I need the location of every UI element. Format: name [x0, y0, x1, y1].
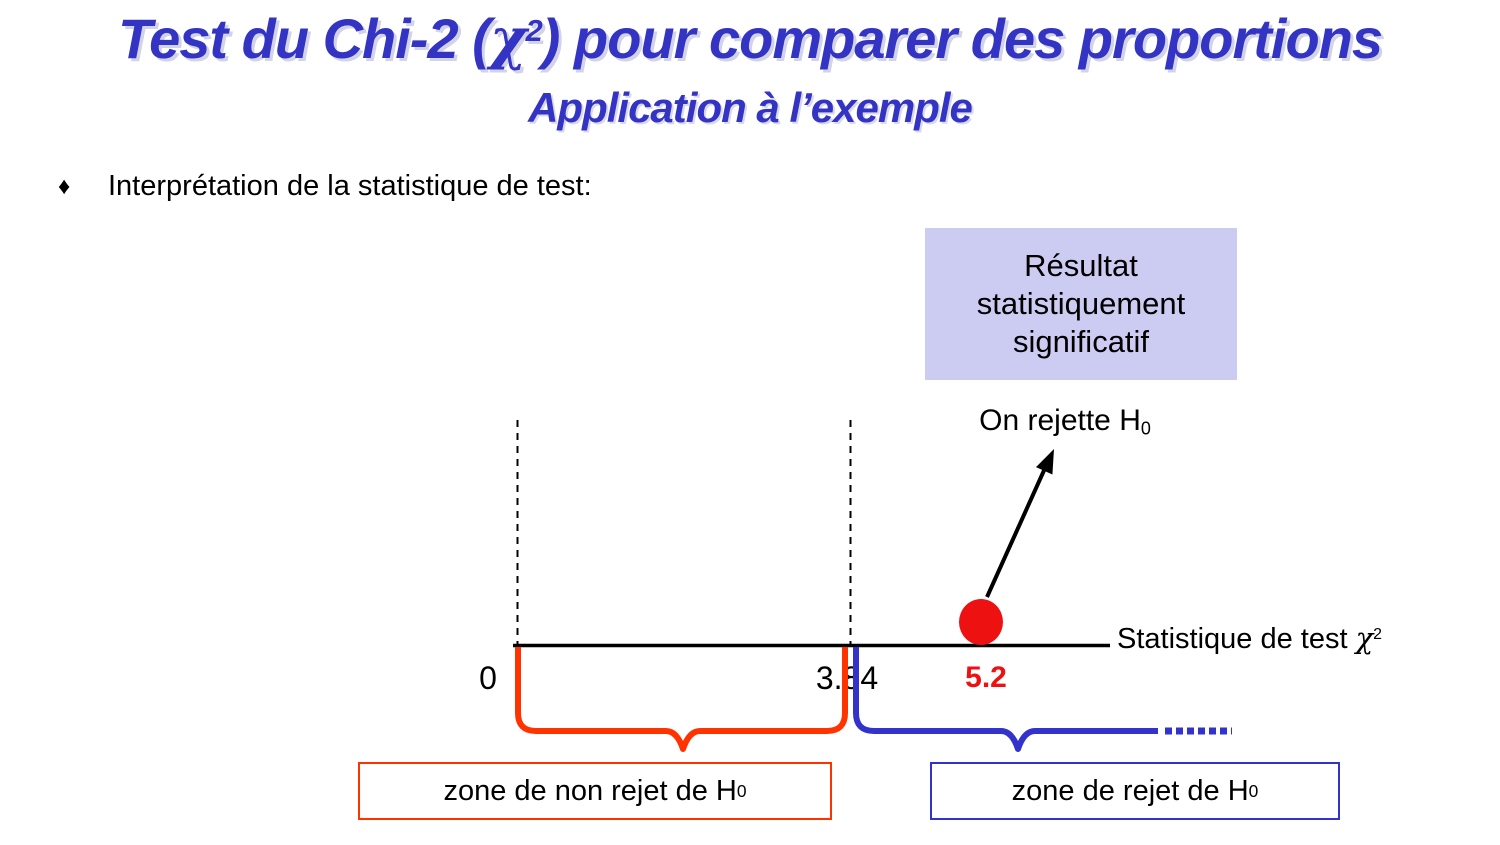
non-rejection-brace — [518, 647, 845, 749]
axis-label-exponent: 2 — [1373, 626, 1383, 644]
zone-rejet-box — [930, 762, 1340, 820]
observed-value-dot — [959, 599, 1003, 645]
title-prefix: Test du Chi-2 ( — [118, 7, 490, 70]
page-subtitle: Application à l’exemple — [528, 84, 972, 131]
axis-label — [1117, 621, 1382, 656]
arrow-shaft — [987, 466, 1046, 597]
page-title — [0, 8, 1500, 71]
zone-non-rejet-box — [358, 762, 832, 820]
title-suffix: ) pour comparer des proportions — [541, 7, 1382, 70]
zone-rejet-sub: 0 — [1248, 780, 1259, 801]
observed-value-label: 5.2 — [965, 661, 1007, 694]
axis-label-chi: χ — [1355, 621, 1374, 655]
tick-label-critical: 3.84 — [815, 660, 879, 696]
result-callout-box — [925, 228, 1237, 380]
zone-non-rejet-sub: 0 — [736, 780, 747, 801]
arrow-head-icon — [1036, 449, 1054, 475]
result-line-3: significatif — [1012, 324, 1150, 359]
reject-h0-note — [930, 404, 1200, 440]
reject-h0-sub: 0 — [1140, 418, 1151, 439]
result-line-2: statistiquement — [976, 286, 1186, 321]
axis-label-text: Statistique de test — [1117, 623, 1356, 655]
result-line-1: Résultat — [1024, 248, 1138, 283]
tick-label-zero: 0 — [479, 660, 497, 696]
chi-exponent: 2 — [525, 13, 542, 49]
reject-h0-text: On rejette H — [979, 404, 1141, 437]
zone-non-rejet-text: zone de non rejet de H — [443, 774, 737, 807]
bullet-text: Interprétation de la statistique de test: — [108, 170, 592, 202]
diamond-bullet-icon: ♦ — [58, 173, 71, 200]
chi-symbol: χ — [489, 6, 526, 72]
zone-rejet-text: zone de rejet de H — [1011, 774, 1249, 807]
